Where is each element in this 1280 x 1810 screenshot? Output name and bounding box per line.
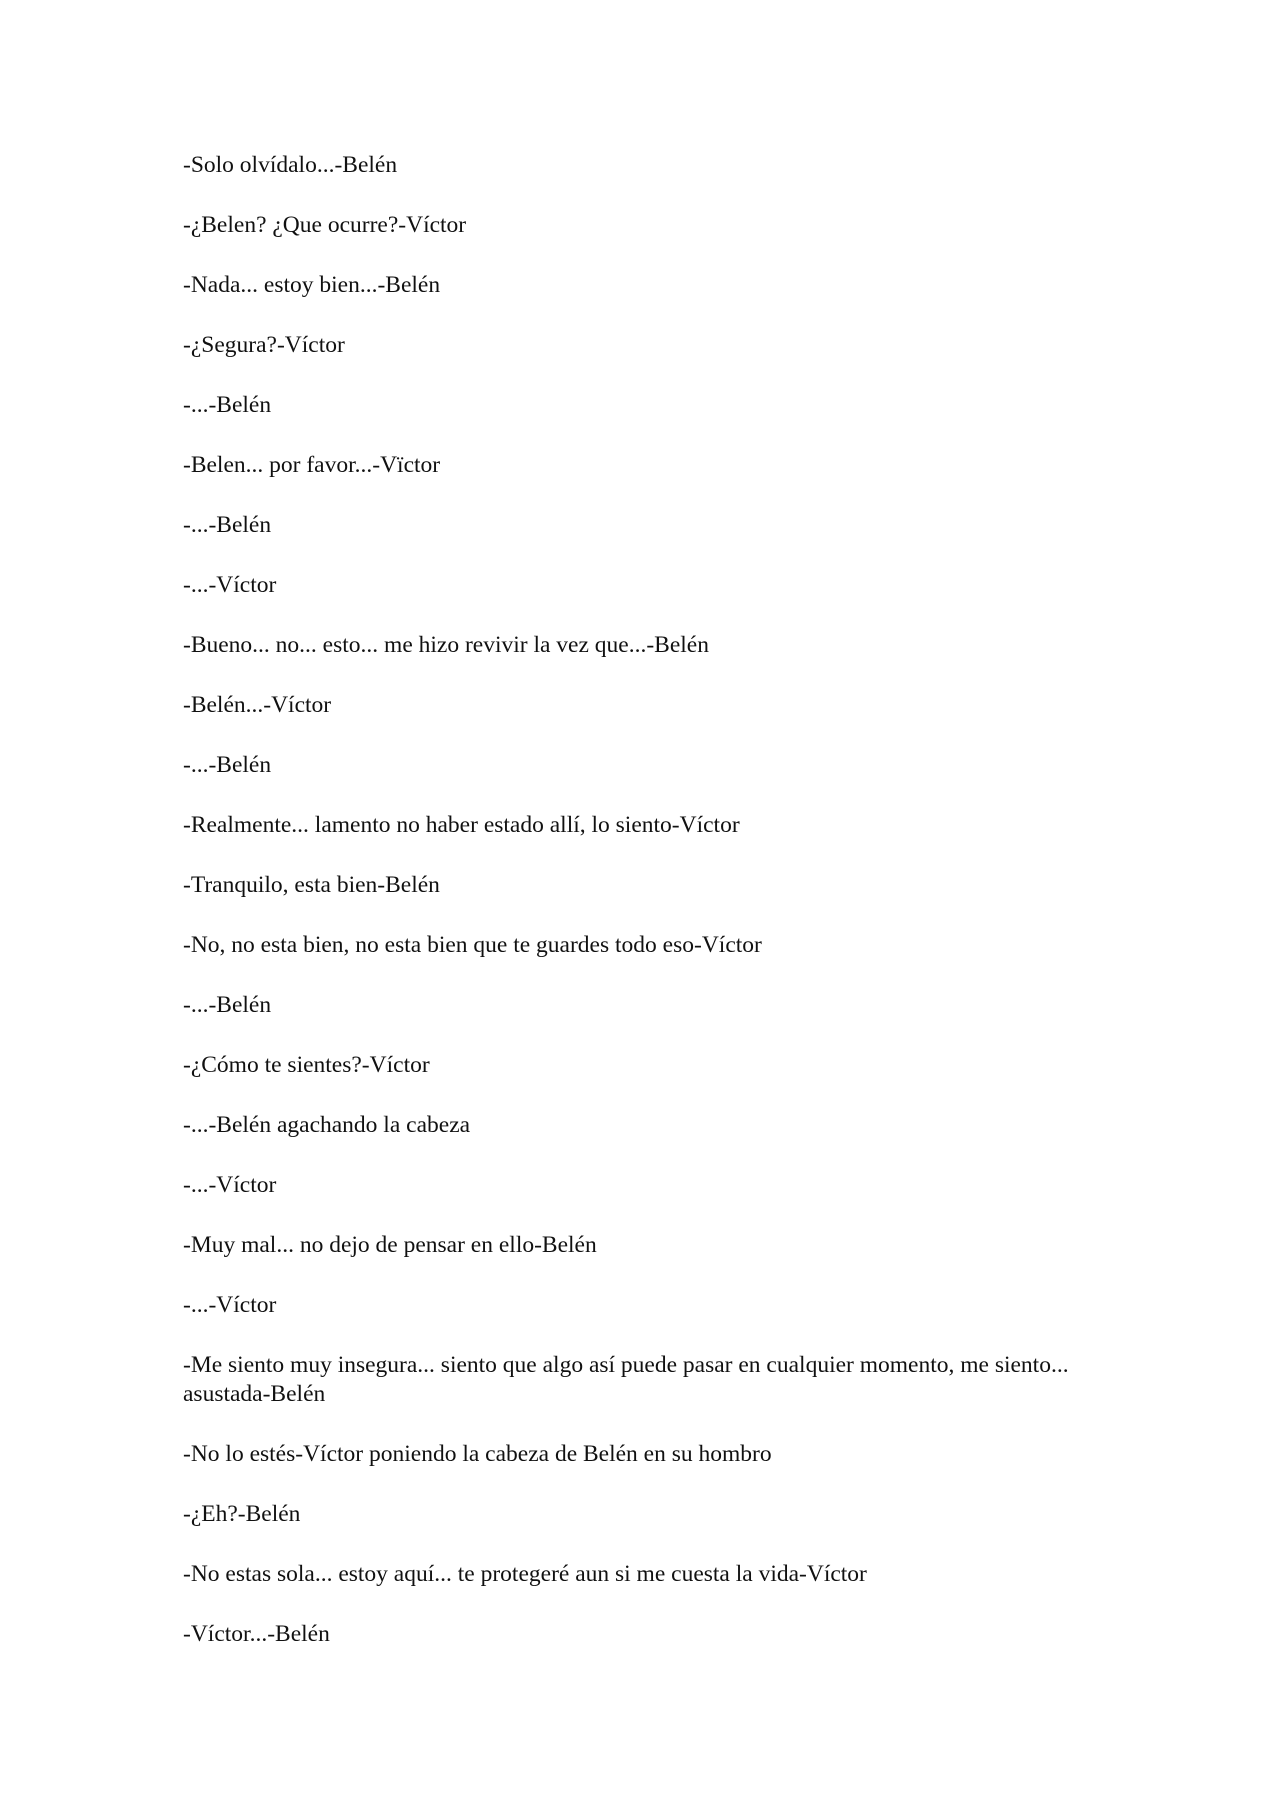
dialogue-line: -Realmente... lamento no haber estado allí, lo siento-Víctor (183, 812, 740, 838)
dialogue-line: -...-Belén (183, 392, 272, 418)
dialogue-line: -...-Belén (183, 512, 272, 538)
dialogue-line: -Me siento muy insegura... siento que algo así puede pasar en cualquier momento, me siento... asustada-Belén (183, 1352, 1075, 1407)
dialogue-line: -¿Belen? ¿Que ocurre?-Víctor (183, 212, 467, 238)
dialogue-line: -...-Belén (183, 992, 272, 1018)
dialogue-line: -Belen... por favor...-Vïctor (183, 452, 441, 478)
dialogue-line: -Belén...-Víctor (183, 692, 332, 718)
dialogue-line: -...-Belén agachando la cabeza (183, 1112, 471, 1138)
dialogue-line: -Nada... estoy bien...-Belén (183, 272, 441, 298)
dialogue-line: -¿Segura?-Víctor (183, 332, 345, 358)
dialogue-line: -...-Víctor (183, 572, 277, 598)
dialogue-line: -...-Belén (183, 752, 272, 778)
dialogue-line: -Bueno... no... esto... me hizo revivir la vez que...-Belén (183, 632, 709, 658)
dialogue-line: -¿Eh?-Belén (183, 1501, 301, 1527)
dialogue-line: -Solo olvídalo...-Belén (183, 152, 398, 178)
dialogue-line: -No estas sola... estoy aquí... te protegeré aun si me cuesta la vida-Víctor (183, 1561, 867, 1587)
dialogue-line: -Muy mal... no dejo de pensar en ello-Belén (183, 1232, 597, 1258)
dialogue-line: -Víctor...-Belén (183, 1621, 330, 1647)
dialogue-line: -Tranquilo, esta bien-Belén (183, 872, 440, 898)
dialogue-line: -¿Cómo te sientes?-Víctor (183, 1052, 430, 1078)
dialogue-body (183, 151, 1083, 1680)
dialogue-line: -No lo estés-Víctor poniendo la cabeza de Belén en su hombro (183, 1441, 772, 1467)
dialogue-line: -...-Víctor (183, 1292, 277, 1318)
dialogue-line: -No, no esta bien, no esta bien que te guardes todo eso-Víctor (183, 932, 762, 958)
dialogue-line: -...-Víctor (183, 1172, 277, 1198)
